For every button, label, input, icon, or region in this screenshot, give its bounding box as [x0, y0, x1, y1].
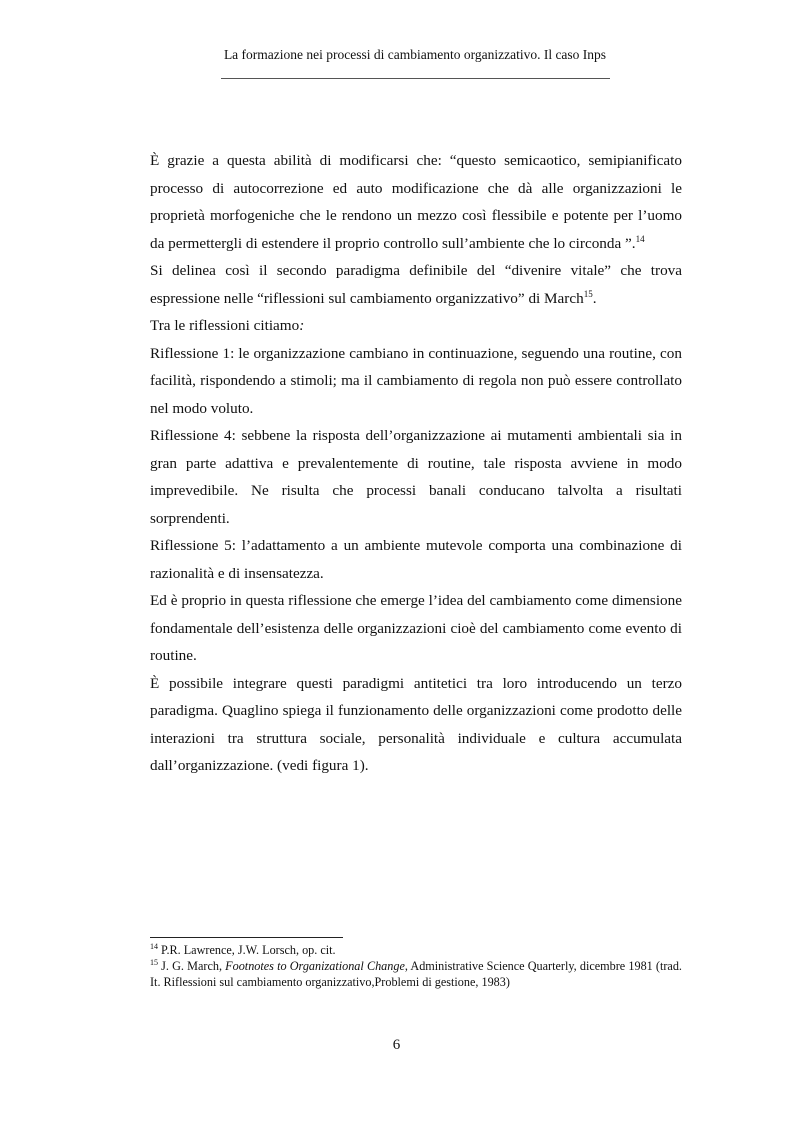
footnote-text-rest: , Administrative Science Quarterly, dicembre 1981 (trad. It. Riflessioni sul cambiamento organizzativo,Problemi di gestione, 1983) [150, 959, 682, 989]
paragraph-2 [150, 257, 682, 312]
footnote-number: 14 [150, 942, 158, 951]
footnotes [150, 942, 682, 990]
paragraph-3 [150, 312, 682, 340]
header-rule [221, 78, 610, 79]
footnote-ref-14: 14 [635, 233, 645, 244]
footnote-text: P.R. Lawrence, J.W. Lorsch, op. cit. [158, 943, 336, 957]
footnote-italic-title: Footnotes to Organizational Change [225, 959, 405, 973]
paragraph-5: Riflessione 4: sebbene la risposta dell’organizzazione ai mutamenti ambientali sia in gran parte adattiva e prevalentemente di routine, tale risposta avviene in modo imprevedibile. Ne risulta che processi banali conducano talvolta a risultati sorprendenti. [150, 427, 682, 527]
body-text [150, 147, 682, 780]
paragraph-6: Riflessione 5: l’adattamento a un ambiente mutevole comporta una combinazione di razionalità e di insensatezza. [150, 537, 682, 582]
footnote-15 [150, 958, 682, 990]
paragraph-2-end: . [592, 289, 597, 307]
paragraph-8: È possibile integrare questi paradigmi antitetici tra loro introducendo un terzo paradigma. Quaglino spiega il funzionamento delle organizzazioni come prodotto delle interazioni tra struttura sociale, personalità individuale e cultura accumulata dall’organizzazione. (vedi figura 1). [150, 674, 682, 774]
footnote-14 [150, 942, 682, 958]
footnote-text: J. G. March, [158, 959, 226, 973]
page-number: 6 [392, 1037, 401, 1053]
running-header: La formazione nei processi di cambiamento organizzativo. Il caso Inps [223, 47, 607, 62]
paragraph-1 [150, 147, 682, 257]
footnote-separator [150, 937, 343, 938]
paragraph-3-text: Tra le riflessioni citiamo [150, 317, 300, 334]
paragraph-1-text: È grazie a questa abilità di modificarsi che: “questo semicaotico, semipianificato processo di autocorrezione ed auto modificazione che dà alle organizzazioni le proprietà morfogeniche che le rendono un mezzo così flessibile e potente per l’uomo da permettergli di estendere il proprio controllo sull’ambiente che lo circonda ”. [150, 152, 682, 252]
footnote-ref-15: 15 [583, 288, 593, 299]
paragraph-3-colon: : [299, 317, 305, 334]
paragraph-7: Ed è proprio in questa riflessione che emerge l’idea del cambiamento come dimensione fondamentale dell’esistenza delle organizzazioni cioè del cambiamento come evento di routine. [150, 592, 682, 664]
paragraph-4: Riflessione 1: le organizzazione cambiano in continuazione, seguendo una routine, con facilità, rispondendo a stimoli; ma il cambiamento di regola non può essere controllato nel modo voluto. [150, 344, 682, 417]
paragraph-2-text: Si delinea così il secondo paradigma definibile del “divenire vitale” che trova espressione nelle “riflessioni sul cambiamento organizzativo” di March [150, 262, 682, 307]
footnote-number: 15 [150, 958, 158, 967]
